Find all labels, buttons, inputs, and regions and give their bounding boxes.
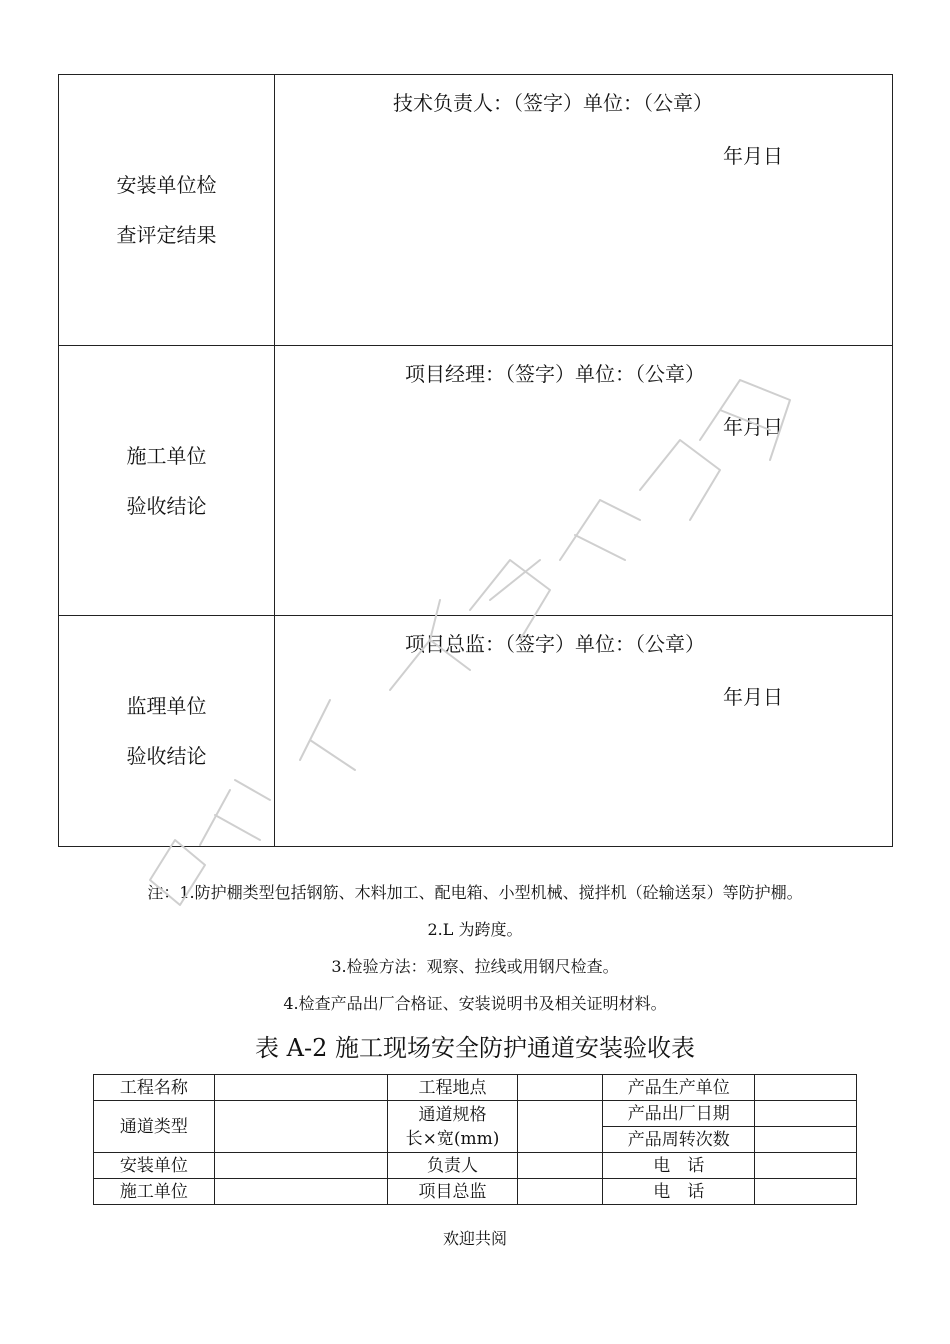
field-label: 负责人 [387,1153,518,1179]
signoff-table [58,74,893,847]
field-value[interactable] [755,1179,857,1205]
field-label: 工程地点 [387,1075,518,1101]
field-value[interactable] [518,1101,603,1153]
label-line: 查评定结果 [116,223,217,247]
label-line: 监理单位 [126,694,207,718]
field-label: 产品生产单位 [603,1075,755,1101]
date-line: 年月日 [723,415,783,439]
label-line: 通道规格 [418,1104,487,1125]
signature-cell[interactable] [275,616,893,847]
label-line: 施工单位 [126,443,207,468]
field-value[interactable] [518,1179,603,1205]
field-label: 安装单位 [94,1153,215,1179]
signature-line: 技术负责人：（签字）单位：（公章） [393,91,713,115]
field-label: 施工单位 [94,1179,215,1205]
label-line: 安装单位检 [116,173,217,197]
field-value[interactable] [518,1075,603,1101]
row-label [59,346,275,616]
table-row [94,1075,857,1101]
field-label: 产品周转次数 [603,1127,755,1153]
note-line: 3.检验方法：观察、拉线或用钢尺检查。 [331,957,619,976]
note-line: 2.L 为跨度。 [427,920,523,939]
field-label: 电 话 [603,1179,755,1205]
field-label: 项目总监 [387,1179,518,1205]
signature-cell[interactable] [275,75,893,346]
table-row [94,1179,857,1205]
field-value[interactable] [214,1101,387,1153]
table-title: 表 A-2 施工现场安全防护通道安装验收表 [255,1034,695,1062]
signoff-row-construction [59,346,893,616]
field-label: 产品出厂日期 [603,1101,755,1127]
field-value[interactable] [214,1075,387,1101]
field-label: 通道类型 [94,1101,215,1153]
field-value[interactable] [755,1101,857,1127]
field-label: 电 话 [603,1153,755,1179]
label-line: 验收结论 [126,493,207,518]
signoff-row-install [59,75,893,346]
row-label [59,75,275,346]
date-line: 年月日 [723,144,783,168]
row-label [59,616,275,847]
field-label: 工程名称 [94,1075,215,1101]
note-line: 4.检查产品出厂合格证、安装说明书及相关证明材料。 [283,994,667,1013]
label-line: 长×宽(mm) [405,1128,500,1149]
signature-line: 项目经理：（签字）单位：（公章） [405,362,705,386]
field-label [387,1101,518,1153]
signature-line: 项目总监：（签字）单位：（公章） [405,632,705,656]
field-value[interactable] [518,1153,603,1179]
field-value[interactable] [755,1075,857,1101]
footer-text: 欢迎共阅 [442,1229,507,1248]
signoff-row-supervision [59,616,893,847]
date-line: 年月日 [723,685,783,709]
notes [0,878,950,1026]
field-value[interactable] [755,1127,857,1153]
label-line: 验收结论 [126,744,207,768]
note-line: 注：1.防护棚类型包括钢筋、木料加工、配电箱、小型机械、搅拌机（砼输送泵）等防护棚。 [147,883,803,902]
field-value[interactable] [214,1179,387,1205]
signature-cell[interactable] [275,346,893,616]
field-value[interactable] [214,1153,387,1179]
acceptance-form-table [93,1074,857,1205]
table-row [94,1153,857,1179]
table-row [94,1101,857,1127]
field-value[interactable] [755,1153,857,1179]
